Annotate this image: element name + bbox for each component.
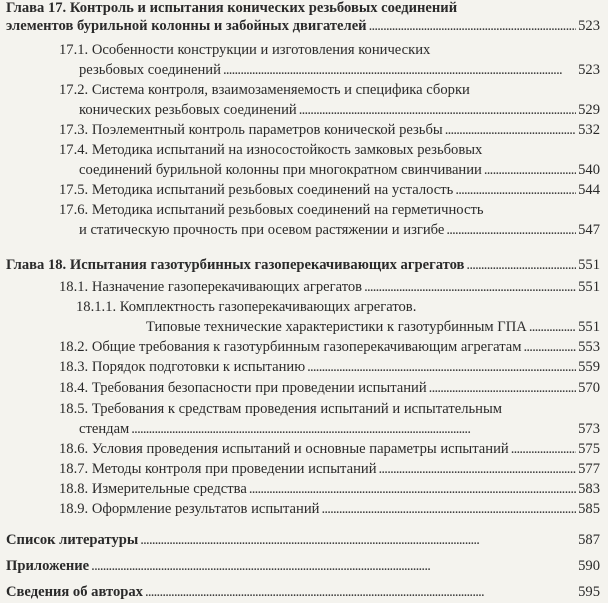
s17-4-page: 540: [578, 162, 600, 178]
s17-4-line1: [59, 142, 600, 158]
s17-1-title-cont: резьбовых соединений: [79, 62, 221, 78]
leader-dots: [466, 257, 576, 273]
leader-dots: [369, 18, 577, 34]
ch17-title: Глава 17. Контроль и испытания конических резьбовых соединений: [6, 0, 458, 16]
leader-dots: [364, 279, 576, 295]
s18-5-entry: [79, 421, 600, 437]
s17-4-title: 17.4. Методика испытаний на износостойкость замковых резьбовых: [59, 142, 483, 158]
s18-4-page: 570: [578, 380, 600, 396]
s18-5-title-cont: стендам: [79, 421, 130, 437]
s18-7-page: 577: [578, 461, 600, 477]
authors-title: Сведения об авторах: [6, 584, 143, 600]
s18-1-1-entry: [146, 319, 600, 335]
appendix-page: 590: [578, 558, 600, 574]
s18-2-page: 553: [578, 339, 600, 355]
s18-6-entry: [59, 441, 600, 457]
ch18-title: Глава 18. Испытания газотурбинных газоперекачивающих агрегатов: [6, 257, 465, 273]
leader-dots: [445, 122, 576, 138]
ch17-title-cont: элементов бурильной колонны и забойных двигателей: [6, 18, 367, 34]
s18-2-title: 18.2. Общие требования к газотурбинным газоперекачивающим агрегатам: [59, 339, 522, 355]
s18-9-title: 18.9. Оформление результатов испытаний: [59, 501, 320, 517]
s18-1-entry: [59, 279, 600, 295]
s18-3-page: 559: [578, 359, 600, 375]
leader-dots: [379, 461, 577, 477]
ch18-page: 551: [578, 257, 600, 273]
s17-6-entry: [79, 222, 600, 238]
appendix-title: Приложение: [6, 558, 90, 574]
s18-8-page: 583: [578, 481, 600, 497]
s18-1-1-title: 18.1.1. Комплектность газоперекачивающих агрегатов.: [76, 299, 417, 315]
leader-dots: [429, 380, 576, 396]
leader-dots: [484, 162, 576, 178]
s17-6-line1: [59, 202, 600, 218]
s18-7-title: 18.7. Методы контроля при проведении испытаний: [59, 461, 377, 477]
s17-1-line1: [59, 42, 600, 58]
s17-4-title-cont: соединений бурильной колонны при многократном свинчивании: [79, 162, 482, 178]
s18-7-entry: [59, 461, 600, 477]
leader-dots: [223, 62, 576, 78]
s17-2-line1: [59, 82, 600, 98]
s17-2-entry: [79, 102, 600, 118]
s18-1-title: 18.1. Назначение газоперекачивающих агрегатов: [59, 279, 363, 295]
leader-dots: [446, 222, 576, 238]
s18-1-1-line1: [76, 299, 600, 315]
s18-2-entry: [59, 339, 600, 355]
appendix-entry: [6, 558, 600, 574]
s18-6-title: 18.6. Условия проведения испытаний и основные параметры испытаний: [59, 441, 509, 457]
leader-dots: [131, 421, 576, 437]
leader-dots: [455, 182, 576, 198]
s17-5-entry: [59, 182, 600, 198]
s17-6-title-cont: и статическую прочность при осевом растяжении и изгибе: [79, 222, 445, 238]
s17-3-page: 532: [578, 122, 600, 138]
leader-dots: [307, 359, 576, 375]
leader-dots: [145, 584, 576, 600]
s18-8-title: 18.8. Измерительные средства: [59, 481, 247, 497]
leader-dots: [140, 532, 576, 548]
s17-1-title: 17.1. Особенности конструкции и изготовления конических: [59, 42, 431, 58]
s18-6-page: 575: [578, 441, 600, 457]
s17-6-page: 547: [578, 222, 600, 238]
leader-dots: [524, 339, 577, 355]
s17-6-title: 17.6. Методика испытаний резьбовых соединений на герметичность: [59, 202, 484, 218]
references-page: 587: [578, 532, 600, 548]
ch17-title-line1: [6, 0, 600, 16]
leader-dots: [91, 558, 576, 574]
s18-1-1-page: 551: [578, 319, 600, 335]
s18-1-page: 551: [578, 279, 600, 295]
s17-4-entry: [79, 162, 600, 178]
s18-8-entry: [59, 481, 600, 497]
s18-9-page: 585: [578, 501, 600, 517]
s17-5-page: 544: [578, 182, 600, 198]
s17-3-entry: [59, 122, 600, 138]
s17-5-title: 17.5. Методика испытаний резьбовых соединений на усталость: [59, 182, 454, 198]
s18-3-title: 18.3. Порядок подготовки к испытанию: [59, 359, 306, 375]
leader-dots: [249, 481, 576, 497]
authors-page: 595: [578, 584, 600, 600]
s18-5-line1: [59, 401, 600, 417]
leader-dots: [321, 501, 576, 517]
references-title: Список литературы: [6, 532, 139, 548]
leader-dots: [511, 441, 576, 457]
leader-dots: [299, 102, 576, 118]
ch18-entry: [6, 257, 600, 273]
leader-dots: [529, 319, 576, 335]
s17-2-title-cont: конических резьбовых соединений: [79, 102, 297, 118]
s17-1-page: 523: [578, 62, 600, 78]
s18-1-1-title-cont: Типовые технические характеристики к газотурбинным ГПА: [146, 319, 527, 335]
s17-2-page: 529: [578, 102, 600, 118]
s18-5-page: 573: [578, 421, 600, 437]
s18-3-entry: [59, 359, 600, 375]
s18-4-title: 18.4. Требования безопасности при проведении испытаний: [59, 380, 427, 396]
ch17-entry: [6, 18, 600, 34]
s17-2-title: 17.2. Система контроля, взаимозаменяемость и специфика сборки: [59, 82, 470, 98]
s18-4-entry: [59, 380, 600, 396]
authors-entry: [6, 584, 600, 600]
s17-3-title: 17.3. Поэлементный контроль параметров конической резьбы: [59, 122, 443, 138]
s17-1-entry: [79, 62, 600, 78]
references-entry: [6, 532, 600, 548]
s18-9-entry: [59, 501, 600, 517]
s18-5-title: 18.5. Требования к средствам проведения испытаний и испытательным: [59, 401, 503, 417]
ch17-page: 523: [578, 18, 600, 34]
